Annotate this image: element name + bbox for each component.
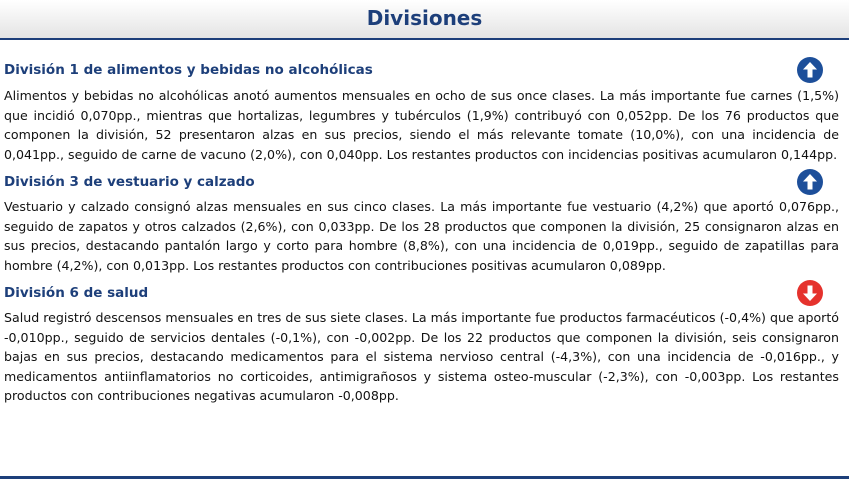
- section-title: División 3 de vestuario y calzado: [4, 174, 255, 190]
- section-division-1: [0, 53, 849, 164]
- arrow-down-icon: [797, 280, 823, 306]
- page-title: Divisiones: [366, 6, 483, 30]
- section-body: Vestuario y calzado consignó alzas mensuales en sus cinco clases. La más importante fue vestuario (4,2%) que aportó 0,076pp., seguido de zapatos y otros calzados (2,6%), con 0,033pp. De los 28 productos que componen la división, 25 consignaron alzas en sus precios, destacando pantalón largo y corto para hombre (8,8%), con una incidencia de 0,019pp., seguido de zapatillas para hombre (4,2%), con 0,013pp. Los restantes productos con contribuciones positivas acumularon 0,089pp.: [4, 199, 839, 273]
- section-header: [0, 165, 849, 195]
- section-title: División 6 de salud: [4, 285, 149, 301]
- footer-divider: [0, 476, 849, 479]
- section-body: Salud registró descensos mensuales en tres de sus siete clases. La más importante fue productos farmacéuticos (-0,4%) que aportó -0,010pp., seguido de servicios dentales (-0,1%), con -0,002pp. De los 22 productos que componen la división, seis consignaron bajas en sus precios, destacando medicamentos para el sistema nervioso central (-4,3%), con una incidencia de -0,016pp., y medicamentos antiinflamatorios no corticoides, antimigrañosos y sistema osteo-muscular (-2,3%), con -0,003pp. Los restantes productos con contribuciones negativas acumularon -0,008pp.: [4, 310, 839, 403]
- page-header: [0, 0, 849, 40]
- section-header: [0, 53, 849, 83]
- arrow-up-icon: [797, 169, 823, 195]
- section-header: [0, 276, 849, 306]
- section-title: División 1 de alimentos y bebidas no alcohólicas: [4, 62, 373, 78]
- arrow-up-icon: [797, 57, 823, 83]
- section-division-6: [0, 276, 849, 406]
- section-body: Alimentos y bebidas no alcohólicas anotó aumentos mensuales en ocho de sus once clases. La más importante fue carnes (1,5%) que incidió 0,070pp., mientras que hortalizas, legumbres y tubérculos (1,9%) contribuyó con 0,052pp. De los 76 productos que componen la división, 52 presentaron alzas en sus precios, siendo el más relevante tomate (10,0%), con una incidencia de 0,041pp., seguido de carne de vacuno (2,0%), con 0,040pp. Los restantes productos con incidencias positivas acumularon 0,144pp.: [4, 88, 839, 162]
- section-division-3: [0, 165, 849, 275]
